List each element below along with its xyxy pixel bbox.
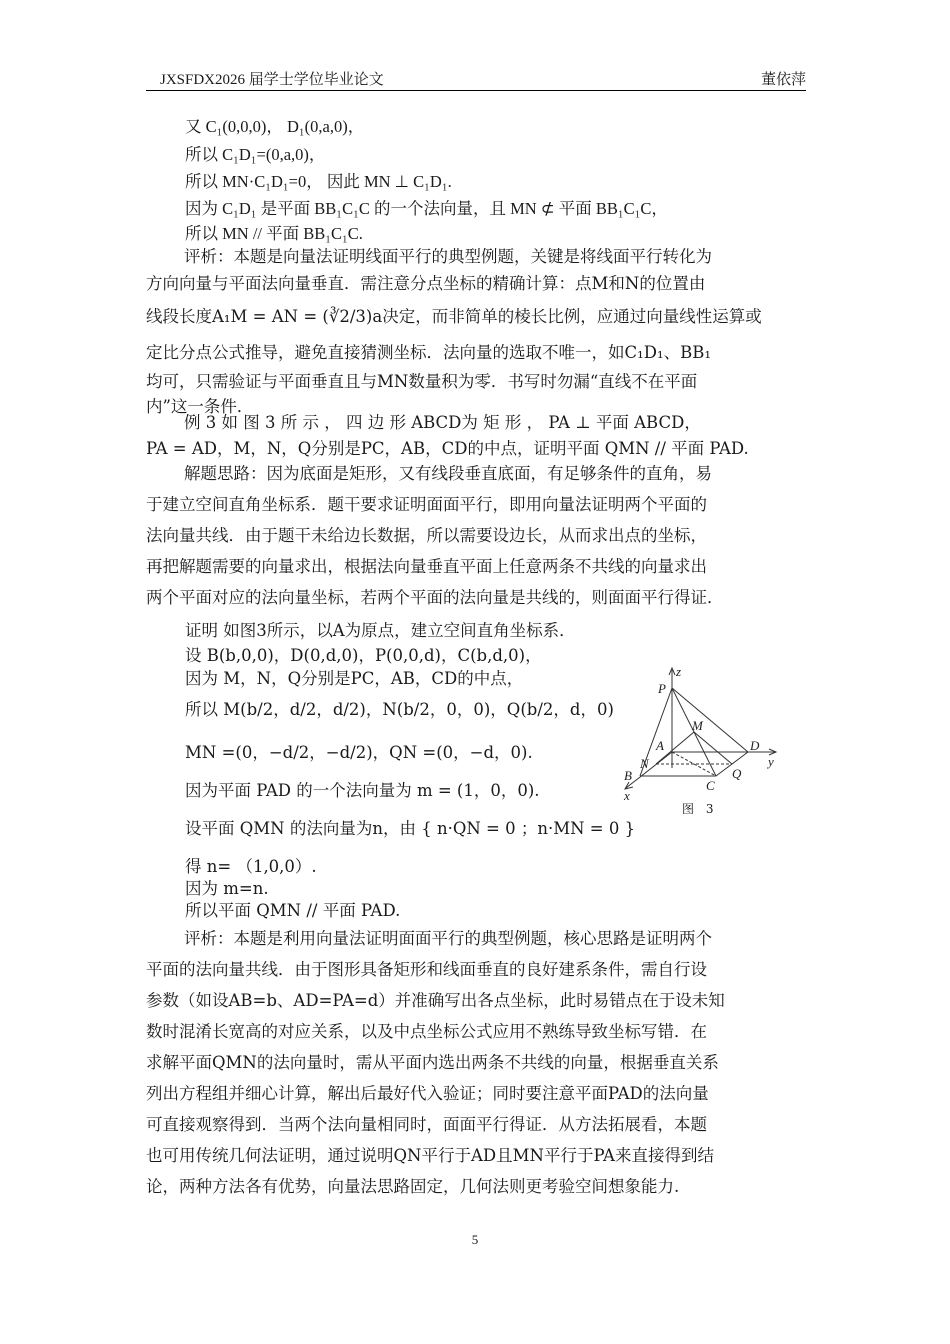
derivation-line: 所以 MN // 平面 BB₁C₁C. <box>185 224 363 243</box>
proof-line: 得 n= （1,0,0）. <box>185 857 317 876</box>
text-line: 参数（如设AB=b、AD=PA=d）并准确写出各点坐标，此时易错点在于设未知 <box>146 991 725 1010</box>
text-line: 解题思路：因为底面是矩形，又有线段垂直底面，有足够条件的直角，易 <box>184 464 712 483</box>
text-line: 方向向量与平面法向量垂直．需注意分点坐标的精确计算：点M和N的位置由 <box>146 274 706 293</box>
derivation-line: 又 C₁(0,0,0)， D₁(0,a,0)， <box>185 117 365 136</box>
text-line: 数时混淆长宽高的对应关系，以及中点坐标公式应用不熟练导致坐标写错．在 <box>146 1022 707 1041</box>
fig-label-a: A <box>656 738 664 753</box>
proof-line: MN =(0，−d/2，−d/2)，QN =(0，−d，0). <box>185 743 533 762</box>
fig-label-c: C <box>706 778 715 793</box>
page-number: 5 <box>471 1232 479 1247</box>
text-line: 评析：本题是利用向量法证明面面平行的典型例题，核心思路是证明两个 <box>184 929 712 948</box>
proof-line: 所以 M(b/2，d/2，d/2)，N(b/2，0，0)，Q(b/2，d，0) <box>185 700 614 719</box>
review-paragraph-1 <box>146 243 806 419</box>
proof-line: 因为 M，N，Q分别是PC，AB，CD的中点， <box>185 669 524 688</box>
text-line: 均可，只需验证与平面垂直且与MN数量积为零．书写时勿漏“直线不在平面 <box>146 372 698 391</box>
text-line: 可直接观察得到．当两个法向量相同时，面面平行得证．从方法拓展看，本题 <box>146 1115 707 1134</box>
fig-label-d: D <box>750 738 760 753</box>
text-line: 于建立空间直角坐标系．题干要求证明面面平行，即用向量法证明两个平面的 <box>146 495 707 514</box>
derivation-line: 因为 C₁D₁ 是平面 BB₁C₁C 的一个法向量，且 MN ⊄ 平面 BB₁C₁C， <box>185 199 668 218</box>
x-axis <box>626 752 672 788</box>
fig-label-n: N <box>640 756 649 771</box>
fig-label-q: Q <box>732 766 742 781</box>
text-line: 内”这一条件． <box>146 397 254 416</box>
text-line: 列出方程组并细心计算，解出后最好代入验证；同时要注意平面PAD的法向量 <box>146 1084 709 1103</box>
proof-line: 设 B(b,0,0)，D(0,d,0)，P(0,0,d)，C(b,d,0)， <box>185 646 542 665</box>
proof-line: 证明 如图3所示，以A为原点，建立空间直角坐标系． <box>185 621 576 640</box>
fig-label-z: z <box>676 664 682 679</box>
text-line: 线段长度A₁M = AN = (∛2/3)a决定，而非简单的棱长比例，应通过向量线性运算或 <box>146 307 762 326</box>
text-line: 求解平面QMN的法向量时，需从平面内选出两条不共线的向量，根据垂直关系 <box>146 1053 719 1072</box>
example-3 <box>146 410 806 462</box>
text-line: 两个平面对应的法向量坐标，若两个平面的法向量是共线的，则面面平行得证． <box>146 588 724 607</box>
proof-line: 因为 m=n. <box>185 879 269 898</box>
page-header <box>146 68 806 91</box>
fig-label-y: y <box>768 754 774 769</box>
fig-label-x: x <box>624 788 630 803</box>
figure-3-pyramid-diagram <box>600 658 800 818</box>
text-line: 平面的法向量共线．由于图形具备矩形和线面垂直的良好建系条件，需自行设 <box>146 960 707 979</box>
review-paragraph-2 <box>146 923 806 1202</box>
fig-label-b: B <box>624 768 632 783</box>
header-thesis-title: JXSFDX2026 届学士学位毕业论文 <box>160 72 384 88</box>
text-line: 评析：本题是向量法证明线面平行的典型例题，关键是将线面平行转化为 <box>184 247 712 266</box>
derivation-line: 所以 MN·C₁D₁=0， 因此 MN ⊥ C₁D₁. <box>185 172 452 191</box>
text-line: 法向量共线．由于题干未给边长数据，所以需要设边长，从而求出点的坐标， <box>146 526 707 545</box>
example-statement-line: PA = AD，M，N，Q分别是PC，AB，CD的中点，证明平面 QMN // 平面 PAD. <box>146 439 749 458</box>
example-statement-line: 例 3 如 图 3 所 示 ， 四 边 形 ABCD为 矩 形 ， PA ⊥ 平面 ABCD， <box>184 413 701 432</box>
solution-idea <box>146 458 806 613</box>
text-line: 论，两种方法各有优势，向量法思路固定，几何法则更考验空间想象能力. <box>146 1177 680 1196</box>
proof-line: 所以平面 QMN // 平面 PAD. <box>185 901 401 920</box>
text-line: 再把解题需要的向量求出，根据法向量垂直平面上任意两条不共线的向量求出 <box>146 557 707 576</box>
proof-line: 因为平面 PAD 的一个法向量为 m = (1，0，0). <box>185 781 540 800</box>
header-author: 董依萍 <box>760 70 806 88</box>
text-line: 也可用传统几何法证明，通过说明QN平行于AD且MN平行于PA来直接得到结 <box>146 1146 714 1165</box>
figure-caption: 图 3 <box>682 802 718 816</box>
text-line: 定比分点公式推导，避免直接猜测坐标．法向量的选取不唯一，如C₁D₁、BB₁ <box>146 343 711 362</box>
fig-label-p: P <box>658 681 666 696</box>
fig-label-m: M <box>692 718 703 733</box>
derivation-line: 所以 C₁D₁=(0,a,0)， <box>185 145 326 164</box>
proof-line: 设平面 QMN 的法向量为n，由 { n·QN = 0 ；n·MN = 0 } <box>185 819 636 838</box>
